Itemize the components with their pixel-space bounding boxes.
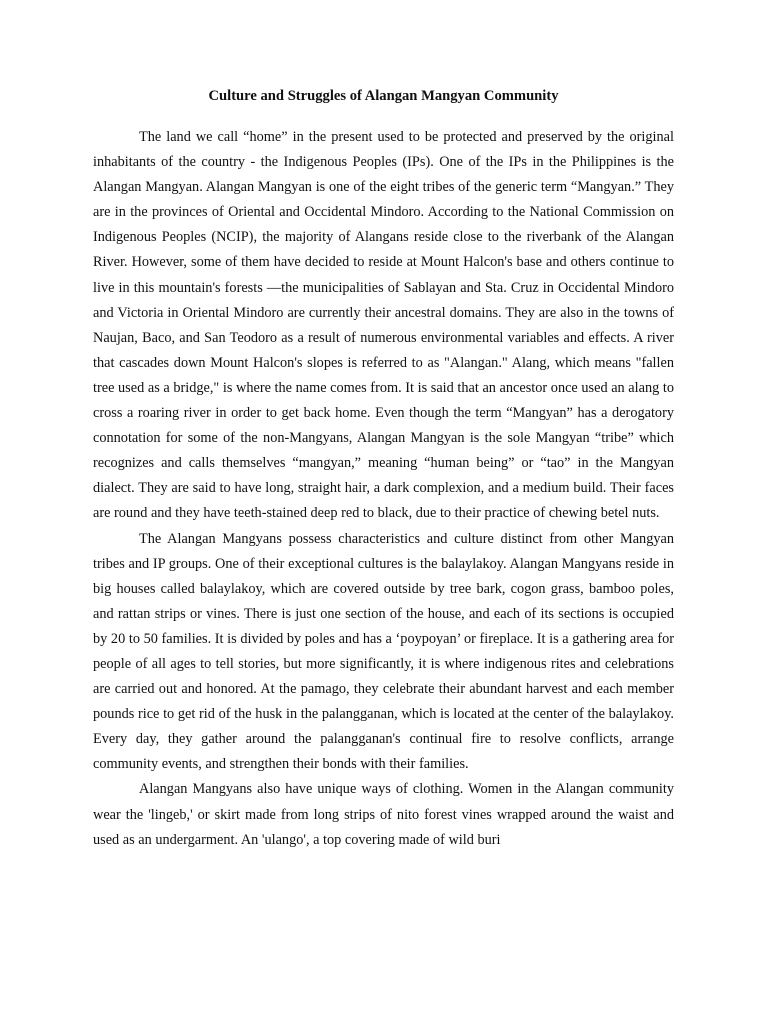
document-title: Culture and Struggles of Alangan Mangyan Community xyxy=(208,88,559,104)
paragraph-balaylakoy: The Alangan Mangyans possess characteristics and culture distinct from other Mangyan tribes and IP groups. One of their exceptional cultures is the balaylakoy. Alangan Mangyans reside in big houses called balaylakoy, which are covered outside by tree bark, cogon grass, bamboo poles, and rattan strips or vines. There is just one section of the house, and each of its sections is occupied by 20 to 50 families. It is divided by poles and has a ‘poypoyan’ or fireplace. It is a gathering area for people of all ages to tell stories, but more significantly, it is where indigenous rites and celebrations are carried out and honored. At the pamago, they celebrate their abundant harvest and each member pounds rice to get rid of the husk in the palangganan, which is located at the center of the balaylakoy. Every day, they gather around the palangganan's continual fire to resolve conflicts, arrange community events, and strengthen their bonds with their families. xyxy=(93,530,674,773)
paragraph-clothing: Alangan Mangyans also have unique ways of clothing. Women in the Alangan community wear the 'lingeb,' or skirt made from long strips of nito forest vines wrapped around the waist and used as an undergarment. An 'ulango', a top covering made of wild buri xyxy=(93,781,674,848)
document-page xyxy=(93,86,674,853)
paragraph-intro: The land we call “home” in the present used to be protected and preserved by the original inhabitants of the country - the Indigenous Peoples (IPs). One of the IPs in the Philippines is the Alangan Mangyan. Alangan Mangyan is one of the eight tribes of the generic term “Mangyan.” They are in the provinces of Oriental and Occidental Mindoro. According to the National Commission on Indigenous Peoples (NCIP), the majority of Alangans reside close to the riverbank of the Alangan River. However, some of them have decided to reside at Mount Halcon's base and others continue to live in this mountain's forests —the municipalities of Sablayan and Sta. Cruz in Occidental Mindoro and Victoria in Oriental Mindoro are currently their ancestral domains. They are also in the towns of Naujan, Baco, and San Teodoro as a result of numerous environmental variables and effects. A river that cascades down Mount Halcon's slopes is referred to as "Alangan." Alang, which means "fallen tree used as a bridge," is where the name comes from. It is said that an ancestor once used an alang to cross a roaring river in order to get back home. Even though the term “Mangyan” has a derogatory connotation for some of the non-Mangyans, Alangan Mangyan is the sole Mangyan “tribe” which recognizes and calls themselves “mangyan,” meaning “human being” or “tao” in the Mangyan dialect. They are said to have long, straight hair, a dark complexion, and a medium build. Their faces are round and they have teeth-stained deep red to black, due to their practice of chewing betel nuts. xyxy=(93,129,674,522)
